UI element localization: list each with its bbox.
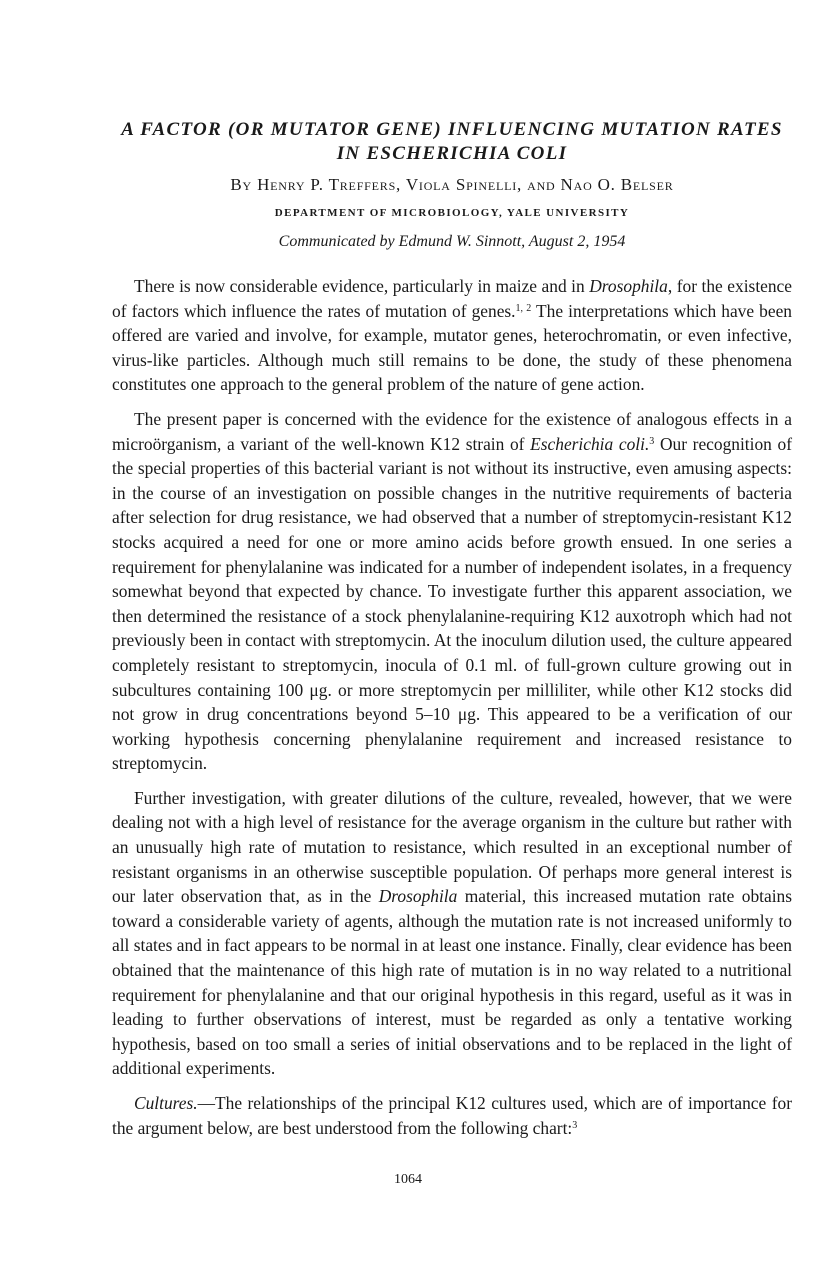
p2-italic-species: Escherichia coli.: [530, 433, 650, 454]
paragraph-present-paper: [112, 407, 792, 776]
paragraph-further-investigation: [112, 786, 792, 1081]
section-heading-cultures: Cultures.: [134, 1093, 198, 1113]
title-line-2: IN ESCHERICHIA COLI: [336, 143, 568, 164]
p2-text-d: Our recognition of the special properties of this bacterial variant is not without its instructive, even amusing aspects: in the course of an investigation on possible changes in the nutritive requirements of bacteria after selection for drug resistance, we had observed that a number of streptomycin-resistant K12 stocks acquired a need for one or more amino acids before growth ensued. In one series a requirement for phenylalanine was indicated for a number of independent isolates, in a frequency somewhat beyond that expected by chance. To investigate further this apparent association, we then determined the resistance of a stock phenylalanine-requiring K12 auxotroph which had not previously been in contact with streptomycin. At the inoculum dilution used, the culture appeared completely resistant to streptomycin, inocula of 0.1 ml. of full-grown culture growing out in subcultures containing 100 μg. or more streptomycin per milliliter, while other K12 stocks did not grow in drug concentrations beyond 5–10 μg. This appeared to be a verification of our working hypothesis concerning phenylalanine requirement and increased resistance to streptomycin.: [112, 433, 793, 774]
author-names: Henry P. Treffers, Viola Spinelli, and Nao O. Belser: [257, 175, 674, 194]
p3-text-a: Further investigation, with greater dilutions of the culture, revealed, however, that we were dealing not with a high level of resistance for the average organism in the culture but rather with an unusually high rate of mutation to resistance, which resulted in an exceptional number of resistant organisms in an otherwise susceptible population. Of perhaps more general interest is our later observation that, as in the: [112, 787, 792, 907]
paragraph-cultures: [112, 1091, 792, 1140]
article-body: [112, 274, 792, 1140]
p1-italic-drosophila: Drosophila: [589, 276, 668, 296]
p1-footnote-ref: 1, 2: [515, 302, 532, 314]
p1-text-a: There is now considerable evidence, particularly in maize and in: [134, 276, 590, 296]
p3-text-c: material, this increased mutation rate obtains toward a considerable variety of agents, although the mutation rate is not increased uniformly to all states and in fact appears to be normal in at least one instance. Finally, clear evidence has been obtained that the maintenance of this high rate of mutation is in no way related to a nutritional requirement for phenylalanine and that our original hypothesis in this regard, useful as it was in leading to further observations of interest, must be regarded as only a tentative working hypothesis, based on too small a series of initial observations and to be replaced in the light of additional experiments.: [112, 886, 792, 1079]
title-line-1: A FACTOR (OR MUTATOR GENE) INFLUENCING MUTATION RATES: [121, 119, 783, 140]
p2-footnote-ref: 3: [649, 435, 655, 447]
department-affiliation: DEPARTMENT OF MICROBIOLOGY, YALE UNIVERSITY: [274, 207, 630, 219]
p4-text-b: —The relationships of the principal K12 cultures used, which are of importance for the argument below, are best understood from the following chart:: [112, 1093, 792, 1138]
paragraph-intro: [112, 274, 792, 397]
p4-footnote-ref: 3: [572, 1119, 578, 1131]
page-number: 1064: [394, 1172, 422, 1187]
author-byline: [112, 174, 792, 196]
byline-by: By: [230, 175, 253, 194]
communicated-line: Communicated by Edmund W. Sinnott, August 2, 1954: [278, 233, 626, 250]
article-title: [112, 118, 792, 166]
p2-text-a: The present paper is concerned with the evidence for the existence of analogous effects in a microörganism, a variant of the well-known K12 strain of: [112, 408, 792, 454]
p1-text-e: The interpretations which have been offered are varied and involve, for example, mutator genes, heterochromatin, or even infective, virus-like particles. Although much still remains to be done, the study of these phenomena constitutes one approach to the general problem of the nature of gene action.: [112, 300, 792, 395]
p1-text-c: , for the existence of factors which influence the rates of mutation of genes.: [112, 276, 792, 321]
p3-italic-drosophila: Drosophila: [378, 886, 458, 907]
article-page: [112, 118, 792, 1150]
